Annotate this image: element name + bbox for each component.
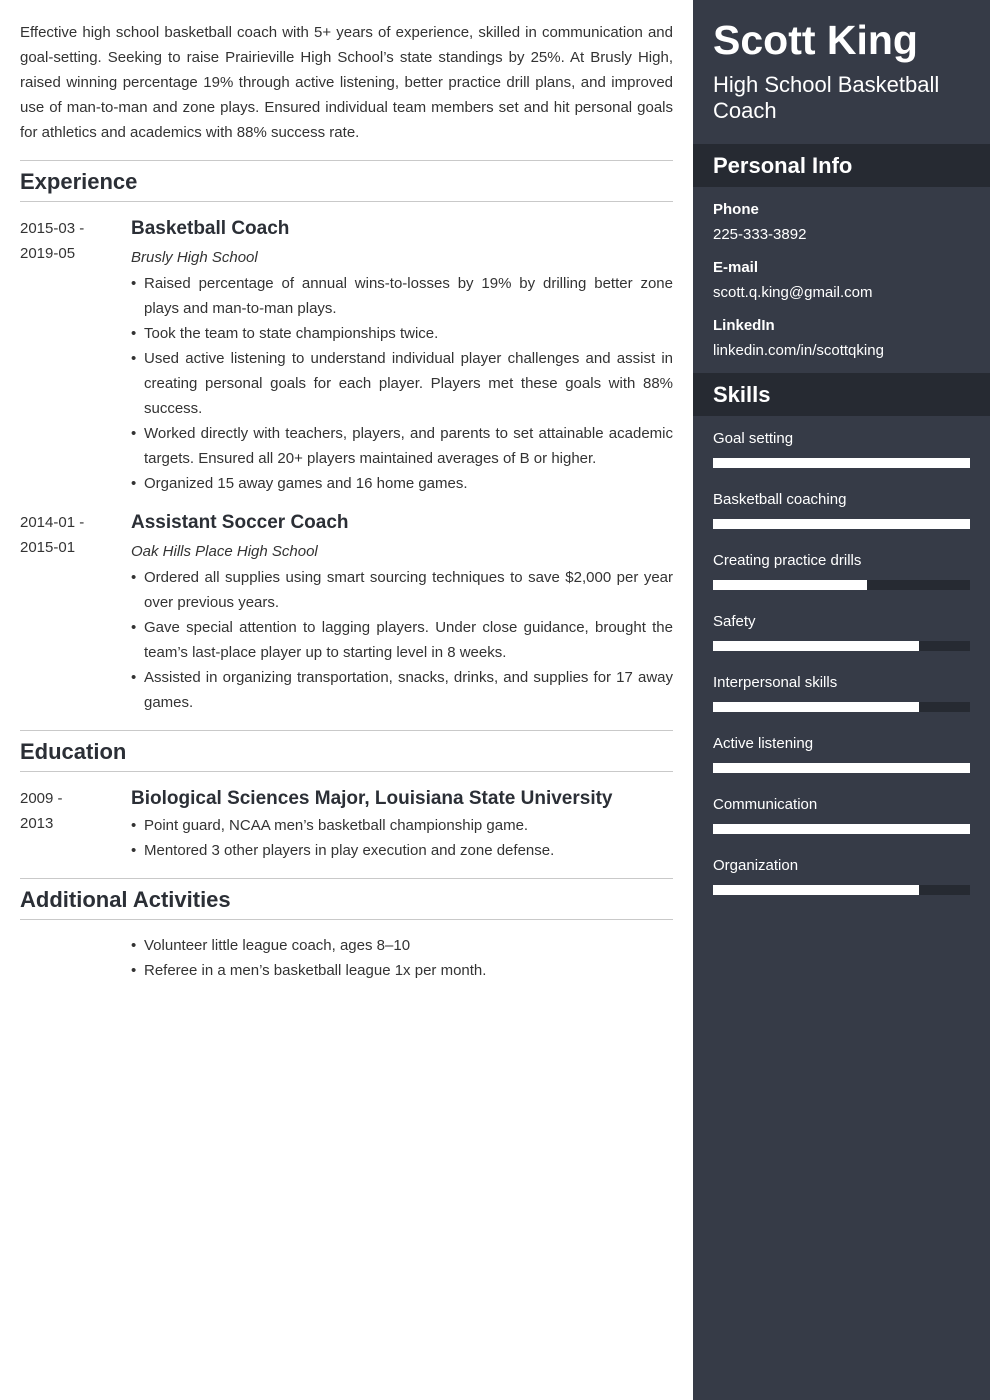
experience-entry xyxy=(20,216,673,496)
bullet-item: • Point guard, NCAA men’s basketball championship game. xyxy=(131,813,673,838)
entry-body xyxy=(131,510,673,715)
main-column xyxy=(20,20,673,983)
company-name: Brusly High School xyxy=(131,249,258,266)
skill-name: Active listening xyxy=(713,735,814,752)
activities-heading: Additional Activities xyxy=(20,878,673,920)
skill-level-fill xyxy=(713,519,970,529)
email-value: scott.q.king@gmail.com xyxy=(713,284,873,301)
entry-date xyxy=(20,216,131,496)
bullet-list xyxy=(131,271,673,496)
education-entry xyxy=(20,786,673,863)
job-title: Basketball Coach xyxy=(131,218,290,239)
sidebar xyxy=(693,0,990,1400)
entry-date xyxy=(20,932,131,983)
date-end: 2019-05 xyxy=(20,245,76,262)
bullet-list xyxy=(131,933,673,983)
bullet-item: • Mentored 3 other players in play execution and zone defense. xyxy=(131,838,673,863)
skill-item xyxy=(713,550,970,590)
skill-item xyxy=(713,489,970,529)
skill-level-fill xyxy=(713,580,867,590)
skill-name: Goal setting xyxy=(713,430,794,447)
date-start: 2014-01 - xyxy=(20,514,85,531)
phone-value: 225-333-3892 xyxy=(713,226,807,243)
entry-body xyxy=(131,786,673,863)
job-title: Assistant Soccer Coach xyxy=(131,512,349,533)
skill-item xyxy=(713,733,970,773)
activities-entry xyxy=(20,932,673,983)
skill-name: Interpersonal skills xyxy=(713,674,838,691)
skill-name: Organization xyxy=(713,857,799,874)
skill-name: Creating practice drills xyxy=(713,552,862,569)
skill-level-fill xyxy=(713,458,970,468)
bullet-item: • Raised percentage of annual wins-to-losses by 19% by drilling better zone plays and man-to-man plays. xyxy=(131,271,673,321)
skills-heading: Skills xyxy=(693,373,990,416)
experience-entry xyxy=(20,510,673,715)
entry-date xyxy=(20,786,131,863)
skill-name: Basketball coaching xyxy=(713,491,847,508)
candidate-role: High School Basketball Coach xyxy=(713,72,940,123)
bullet-list xyxy=(131,813,673,863)
skill-level-fill xyxy=(713,763,970,773)
bullet-item: • Assisted in organizing transportation, snacks, drinks, and supplies for 17 away games. xyxy=(131,665,673,715)
degree-title: Biological Sciences Major, Louisiana State University xyxy=(131,788,613,809)
skill-level-bar xyxy=(713,702,970,712)
skill-level-bar xyxy=(713,885,970,895)
skill-name: Safety xyxy=(713,613,756,630)
bullet-item: • Used active listening to understand individual player challenges and assist in creating personal goals for each player. Players met these goals with 88% success. xyxy=(131,346,673,421)
bullet-item: • Volunteer little league coach, ages 8–10 xyxy=(131,933,673,958)
linkedin-label: LinkedIn xyxy=(713,317,775,334)
date-end: 2015-01 xyxy=(20,539,76,556)
date-start: 2015-03 - xyxy=(20,220,85,237)
skill-level-fill xyxy=(713,885,919,895)
skill-level-bar xyxy=(713,824,970,834)
experience-heading: Experience xyxy=(20,160,673,202)
personal-info xyxy=(693,187,990,362)
bullet-item: • Worked directly with teachers, players, and parents to set attainable academic targets. Ensured all 20+ players maintained averages of B or higher. xyxy=(131,421,673,471)
phone-label: Phone xyxy=(713,201,759,218)
date-start: 2009 - xyxy=(20,790,63,807)
email-label: E-mail xyxy=(713,259,759,276)
education-heading: Education xyxy=(20,730,673,772)
skill-item xyxy=(713,611,970,651)
skill-level-bar xyxy=(713,458,970,468)
skill-item xyxy=(713,855,970,895)
skill-level-bar xyxy=(713,763,970,773)
skill-level-bar xyxy=(713,580,970,590)
entry-date xyxy=(20,510,131,715)
skill-level-bar xyxy=(713,641,970,651)
skill-level-fill xyxy=(713,702,919,712)
skill-item xyxy=(713,428,970,468)
company-name: Oak Hills Place High School xyxy=(131,543,318,560)
bullet-item: • Ordered all supplies using smart sourcing techniques to save $2,000 per year over previous years. xyxy=(131,565,673,615)
bullet-item: • Took the team to state championships twice. xyxy=(131,321,673,346)
personal-info-heading: Personal Info xyxy=(693,144,990,187)
skill-level-fill xyxy=(713,824,970,834)
entry-body xyxy=(131,216,673,496)
skill-level-fill xyxy=(713,641,919,651)
date-end: 2013 xyxy=(20,815,54,832)
entry-body xyxy=(131,932,673,983)
candidate-name: Scott King xyxy=(713,17,918,63)
bullet-list xyxy=(131,565,673,715)
skill-item xyxy=(713,794,970,834)
bullet-item: • Gave special attention to lagging players. Under close guidance, brought the team’s last-place player up to starting level in 8 weeks. xyxy=(131,615,673,665)
profile-summary: Effective high school basketball coach with 5+ years of experience, skilled in communication and goal-setting. Seeking to raise Prairieville High School’s state standings by 25%. At Brusly High, raised winning percentage 19% through active listening, better practice drill plans, and improved use of man-to-man and zone plays. Ensured individual team members set and hit personal goals for athletics and academics with 88% success rate. xyxy=(20,24,673,141)
bullet-item: • Referee in a men’s basketball league 1x per month. xyxy=(131,958,673,983)
skill-level-bar xyxy=(713,519,970,529)
bullet-item: • Organized 15 away games and 16 home games. xyxy=(131,471,673,496)
skill-item xyxy=(713,672,970,712)
skills-list xyxy=(693,416,990,895)
skill-name: Communication xyxy=(713,796,818,813)
linkedin-value: linkedin.com/in/scottqking xyxy=(713,342,884,359)
